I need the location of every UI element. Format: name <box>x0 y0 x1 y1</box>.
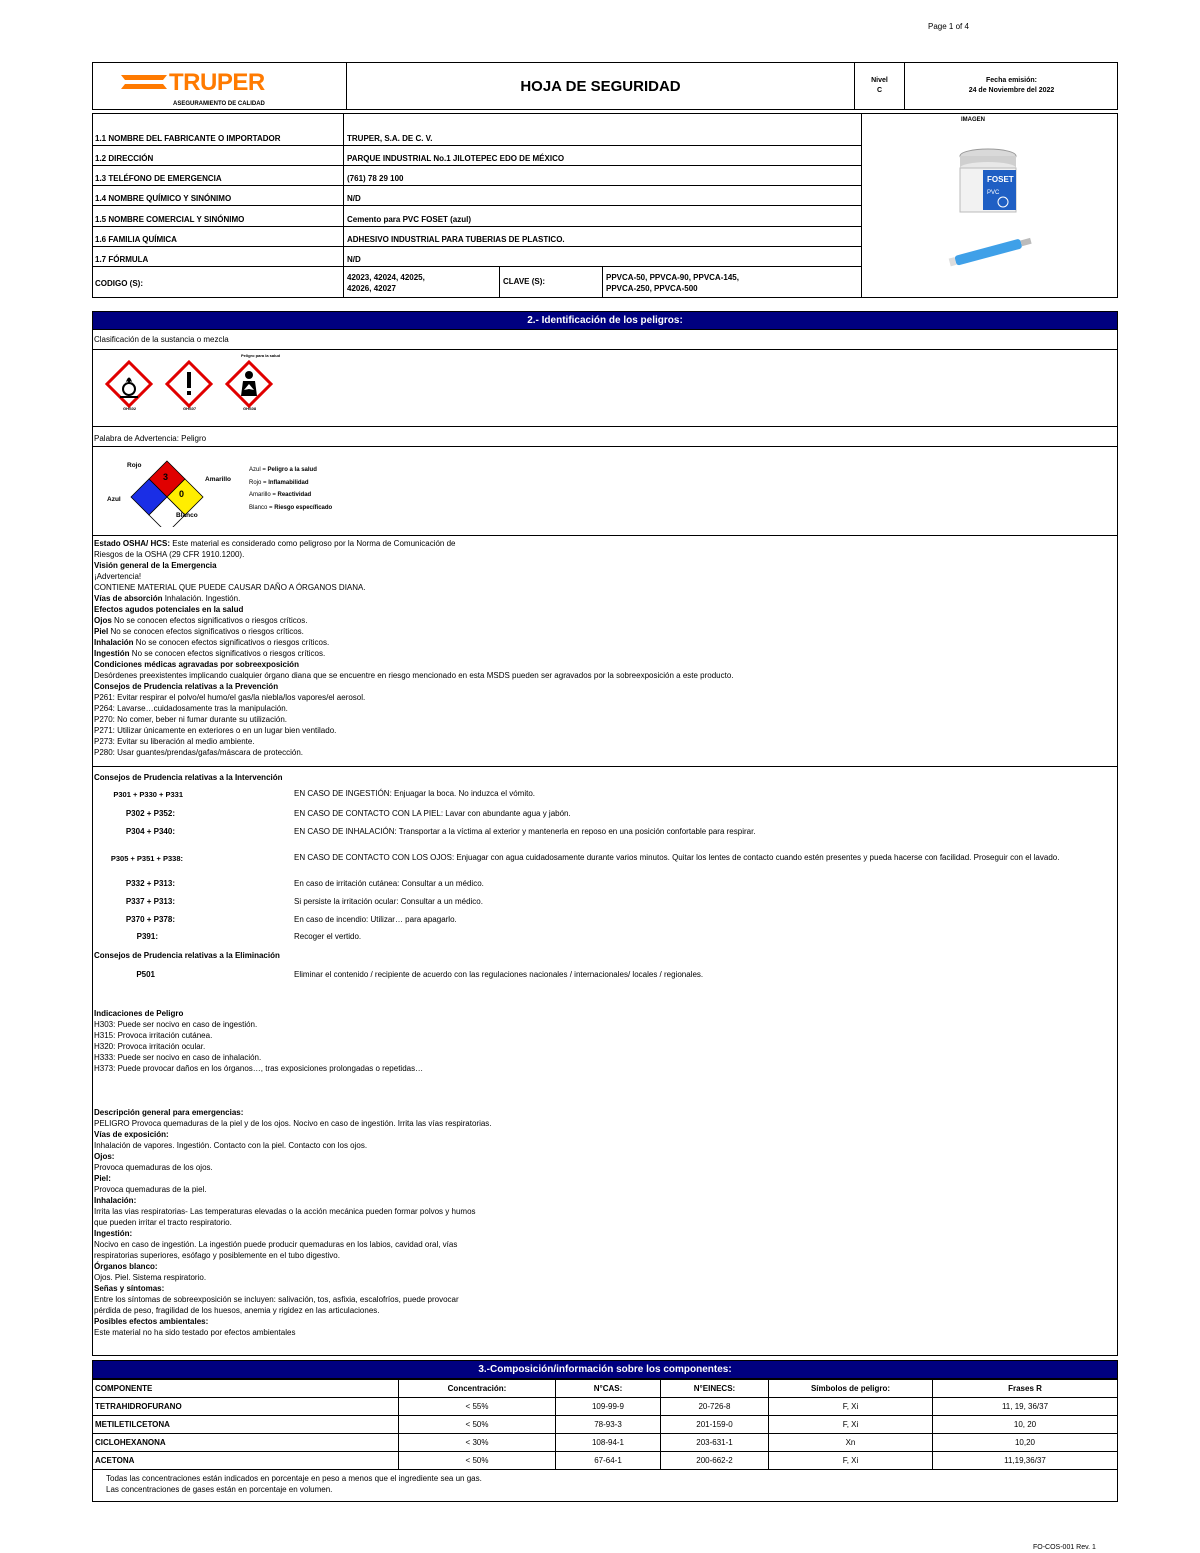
row-label: 1.2 DIRECCIÓN <box>95 154 154 163</box>
row-direccion <box>93 146 861 166</box>
row-fabricante <box>93 114 861 146</box>
p-code: P301 + P330 + P331 <box>113 790 183 799</box>
p-code: P370 + P378: <box>125 915 175 924</box>
page-number: Page 1 of 4 <box>928 22 969 31</box>
row-value: N/D <box>347 194 361 203</box>
row-value: N/D <box>347 255 361 264</box>
nfpa-legend: Azul = Peligro a la salud Rojo = Inflamabilidad Amarillo = Reactividad Blanco = Riesgo específicado <box>249 467 333 511</box>
p-code: P391: <box>136 932 158 941</box>
nfpa-yellow-value: 0 <box>179 489 185 499</box>
descripcion-block: Descripción general para emergencias: PELIGRO Provoca quemaduras de la piel y de los ojos. Nocivo en caso de ingestión. Irrita las vías respiratorias. Vías de exposición: Inhalación de vapores. Ingestión. Contacto con la piel. Contacto con los ojos. Ojos: Provoca quemaduras de los ojos. Piel: Provoca quemaduras de la piel. Inhalación: Irrita las vias respiratorias- Las temperaturas elevadas o la acción mecánica pueden formar polvos y humos que pueden irritar el tracto respiratorio. Ingestión: Nocivo en caso de ingestión. La ingestión puede producir quemaduras en los labios, cavidad oral, vías respiratorias superiores, esófago y posiblemente en el tubo digestivo. Órganos blanco: Ojos. Piel. Sistema respiratorio. Señas y síntomas: Entre los síntomas de sobreexposición se incluyen: salivación, tos, asfixia, escalofríos, puede provocar pérdida de peso, fragilidad de los huesos, anemia y rigidez en las articulaciones. Posibles efectos ambientales: Este material no ha sido testado por efectos ambientales <box>94 1108 492 1337</box>
row-nombre-comercial <box>93 206 861 227</box>
product-image <box>943 144 1043 269</box>
table-row: TETRAHIDROFURANO < 55% 109-99-9 20-726-8 F, Xi 11, 19, 36/37 <box>93 1398 1118 1416</box>
pictogram-caption: Peligro para la salud <box>241 353 281 358</box>
row-label: 1.5 NOMBRE COMERCIAL Y SINÓNIMO <box>95 215 245 224</box>
palabra-advertencia: Palabra de Advertencia: Peligro <box>94 434 207 443</box>
row-nombre-quimico <box>93 186 861 206</box>
nfpa-rojo-label: Rojo <box>127 462 142 469</box>
row-label: 1.1 NOMBRE DEL FABRICANTE O IMPORTADOR <box>95 134 281 143</box>
p-text: En caso de irritación cutánea: Consultar a un médico. <box>294 879 484 888</box>
eliminacion-label: Consejos de Prudencia relativas a la Eliminación <box>94 951 280 960</box>
ghs08-health-hazard-icon <box>227 362 271 406</box>
identification-table <box>92 113 1118 298</box>
table-row: METILETILCETONA < 50% 78-93-3 201-159-0 F, Xi 10, 20 <box>93 1416 1118 1434</box>
row-value: PARQUE INDUSTRIAL No.1 JILOTEPEC EDO DE MÉXICO <box>347 154 565 163</box>
p-code: P501 <box>136 970 155 979</box>
section-2-title: 2.- Identificación de los peligros: <box>93 312 1117 330</box>
row-label: 1.3 TELÉFONO DE EMERGENCIA <box>95 174 222 183</box>
nfpa-azul-label: Azul <box>107 496 121 503</box>
row-label: 1.6 FAMILIA QUÍMICA <box>95 235 177 244</box>
intervencion-label: Consejos de Prudencia relativas a la Intervención <box>94 773 283 782</box>
row-telefono <box>93 166 861 186</box>
p-text: Recoger el vertido. <box>294 932 362 941</box>
p-text: En caso de incendio: Utilizar… para apagarlo. <box>294 915 457 924</box>
composition-notes: Todas las concentraciones están indicados en porcentaje en peso a menos que el ingrediente sea un gas. Las concentraciones de gases están en porcentaje en volumen. <box>106 1474 482 1494</box>
brand-logo-text: TRUPER <box>169 69 265 96</box>
p-text: EN CASO DE CONTACTO CON LOS OJOS: Enjuagar con agua cuidadosamente durante varios minutos. Quitar los lentes de contacto cuando estén presentes y pueda hacerse con facilidad. Proseguir con el lavado. <box>294 853 1060 862</box>
nivel-cell <box>855 63 905 109</box>
table-header-row: COMPONENTE Concentración: N°CAS: N°EINECS: Símbolos de peligro: Frases R <box>93 1380 1118 1398</box>
table-row: ACETONA < 50% 67-64-1 200-662-2 F, Xi 11,19,36/37 <box>93 1452 1118 1470</box>
p-text: Si persiste la irritación ocular: Consultar a un médico. <box>294 897 483 906</box>
section-3-title: 3.-Composición/información sobre los componentes: <box>93 1361 1117 1379</box>
components-table <box>92 1379 1118 1470</box>
svg-text:PVC: PVC <box>987 190 1000 196</box>
p-code: P332 + P313: <box>125 879 175 888</box>
row-value: TRUPER, S.A. DE C. V. <box>347 134 433 143</box>
clave-label: CLAVE (S): <box>503 277 546 286</box>
truper-logo-icon <box>119 71 169 93</box>
row-label: 1.4 NOMBRE QUÍMICO Y SINÓNIMO <box>95 194 232 203</box>
fecha-label: Fecha emisión: <box>986 77 1037 84</box>
row-value: (761) 78 29 100 <box>347 174 404 183</box>
p-code: P305 + P351 + P338: <box>110 854 183 863</box>
ghs07-label: GHS07 <box>183 406 197 411</box>
row-formula <box>93 247 861 267</box>
p-code: P302 + P352: <box>125 809 175 818</box>
indicaciones-block: Indicaciones de Peligro H303: Puede ser nocivo en caso de ingestión. H315: Provoca irritación cutánea. H320: Provoca irritación ocular. H333: Puede ser nocivo en caso de inhalación. H373: Puede provocar daños en los órganos…, tras exposiciones prolongadas o repetidas… <box>94 1009 424 1073</box>
ghs08-label: GHS08 <box>243 406 257 411</box>
p-text: Eliminar el contenido / recipiente de acuerdo con las regulaciones nacionales / internacionales/ locales / regionales. <box>294 970 704 979</box>
fecha-cell <box>905 63 1118 109</box>
document-header <box>92 62 1118 110</box>
table-row: CICLOHEXANONA < 30% 108-94-1 203-631-1 Xn 10,20 <box>93 1434 1118 1452</box>
imagen-label: IMAGEN <box>961 117 985 123</box>
section-3 <box>92 1360 1118 1502</box>
document-title: HOJA DE SEGURIDAD <box>347 63 855 109</box>
footer-document-code: FO-COS-001 Rev. 1 <box>1033 1544 1096 1551</box>
row-value: ADHESIVO INDUSTRIAL PARA TUBERIAS DE PLASTICO. <box>347 235 565 244</box>
logo-cell <box>93 63 347 109</box>
svg-text:FOSET: FOSET <box>987 175 1014 184</box>
fecha-value: 24 de Noviembre del 2022 <box>968 87 1055 94</box>
codigo-label: CODIGO (S): <box>95 279 143 288</box>
ghs02-label: GHS02 <box>123 406 137 411</box>
row-familia <box>93 227 861 247</box>
codigo-values: 42023, 42024, 42025, 42026, 42027 <box>347 273 425 293</box>
nfpa-amarillo-label: Amarillo <box>205 476 232 483</box>
clave-values: PPVCA-50, PPVCA-90, PPVCA-145, PPVCA-250, PPVCA-500 <box>606 273 739 293</box>
ghs02-flame-over-circle-icon <box>107 362 151 406</box>
p-text: EN CASO DE INGESTIÓN: Enjuagar la boca. No induzca el vómito. <box>294 789 535 798</box>
section-2 <box>92 311 1118 1356</box>
nfpa-red-value: 3 <box>163 472 169 482</box>
clasificacion-label: Clasificación de la sustancia o mezcla <box>94 335 229 344</box>
nfpa-blanco-label: Blanco <box>176 512 198 519</box>
nfpa-blue-value: 2 <box>145 489 151 499</box>
p-code: P304 + P340: <box>125 827 175 836</box>
hazard-text-block: Estado OSHA/ HCS: Este material es considerado como peligroso por la Norma de Comunicación de Riesgos de la OSHA (29 CFR 1910.1200). Visión general de la Emergencia ¡Advertencia! CONTIENE MATERIAL QUE PUEDE CAUSAR DAÑO A ÓRGANOS DIANA. Vías de absorción Inhalación. Ingestión. Efectos agudos potenciales en la salud Ojos No se conocen efectos significativos o riesgos críticos. Piel No se conocen efectos significativos o riesgos críticos. Inhalación No se conocen efectos significativos o riesgos críticos. Ingestión No se conocen efectos significativos o riesgos críticos. Condiciones médicas agravadas por sobreexposición Desórdenes preexistentes implicando cualquier órgano diana que se encuentre en riesgo mencionado en esta MSDS pueden ser agravados por la sobreexposición a este producto. Consejos de Prudencia relativas a la Prevención P261: Evitar respirar el polvo/el humo/el gas/la niebla/los vapores/el aerosol. P264: Lavarse…cuidadosamente tras la manipulación. P270: No comer, beber ni fumar durante su utilización. P271: Utilizar únicamente en exteriores o en un lugar bien ventilado. P273: Evitar su liberación al medio ambiente. P280: Usar guantes/prendas/gafas/máscara de protección. <box>94 539 734 757</box>
ghs07-exclamation-icon <box>167 362 211 406</box>
row-label: 1.7 FÓRMULA <box>95 255 149 264</box>
p-code: P337 + P313: <box>125 897 175 906</box>
nfpa-diamond <box>103 457 223 527</box>
p-text: EN CASO DE INHALACIÓN: Transportar a la víctima al exterior y mantenerla en reposo en una posición confortable para respirar. <box>294 827 756 836</box>
p-text: EN CASO DE CONTACTO CON LA PIEL: Lavar con abundante agua y jabón. <box>294 809 571 818</box>
nivel-value: C <box>876 87 883 94</box>
brand-subtitle: ASEGURAMIENTO DE CALIDAD <box>173 101 265 107</box>
nivel-label: Nivel <box>871 77 888 84</box>
row-codigo <box>93 267 861 297</box>
row-value: Cemento para PVC FOSET (azul) <box>347 215 472 224</box>
